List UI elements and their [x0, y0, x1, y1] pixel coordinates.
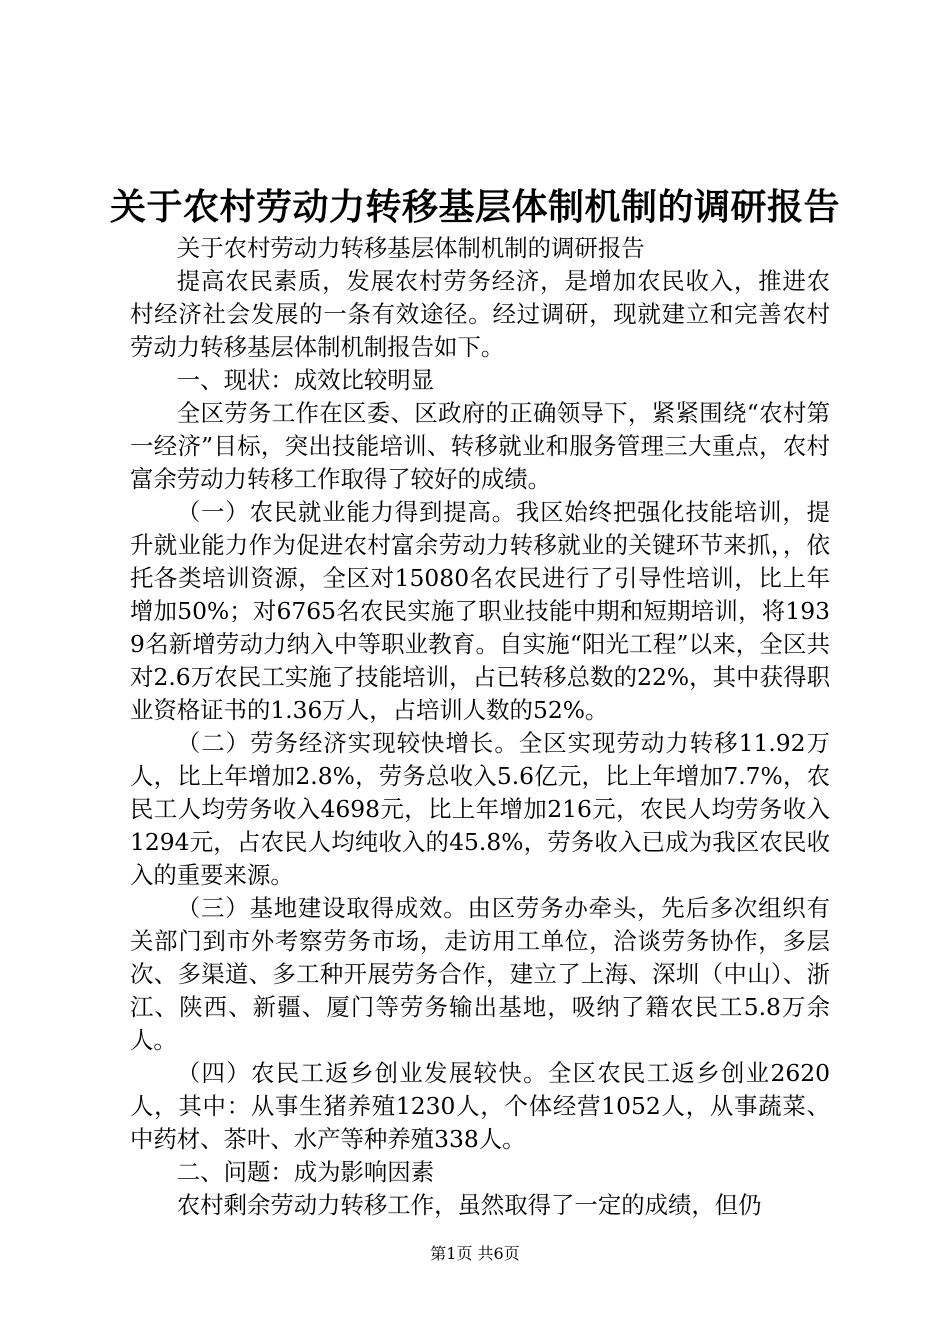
- overview-paragraph: 全区劳务工作在区委、区政府的正确领导下，紧紧围绕“农村第一经济”目标，突出技能培训、转移就业和服务管理三大重点，农村富余劳动力转移工作取得了较好的成绩。: [130, 399, 830, 493]
- section-heading-status: 一、现状：成效比较明显: [176, 366, 435, 394]
- intro-paragraph: 提高农民素质，发展农村劳务经济，是增加农民收入，推进农村经济社会发展的一条有效途径。经过调研，现就建立和完善农村劳动力转移基层体制机制报告如下。: [130, 267, 830, 361]
- item-1-paragraph: （一）农民就业能力得到提高。我区始终把强化技能培训，提升就业能力作为促进农村富余劳动力转移就业的关键环节来抓，，依托各类培训资源，全区对15080名农民进行了引导性培训，比上年增加50%；对6765名农民实施了职业技能中期和短期培训，将1939名新增劳动力纳入中等职业教育。自实施“阳光工程”以来，全区共对2.6万农民工实施了技能培训，占已转移总数的22%，其中获得职业资格证书的1.36万人，占培训人数的52%。: [130, 498, 830, 724]
- item-3-paragraph: （三）基地建设取得成效。由区劳务办牵头，先后多次组织有关部门到市外考察劳务市场，走访用工单位，洽谈劳务协作，多层次、多渠道、多工种开展劳务合作，建立了上海、深圳（中山）、浙江、陕西、新疆、厦门等劳务输出基地，吸纳了籍农民工5.8万余人。: [130, 894, 830, 1054]
- page-number-footer: 第1页 共6页: [430, 1244, 520, 1263]
- problems-paragraph: 农村剩余劳动力转移工作，虽然取得了一定的成绩，但仍: [176, 1191, 762, 1219]
- item-4-paragraph: （四）农民工返乡创业发展较快。全区农民工返乡创业2620人，其中：从事生猪养殖1230人，个体经营1052人，从事蔬菜、中药材、茶叶、水产等种养殖338人。: [130, 1059, 830, 1153]
- document-title: 关于农村劳动力转移基层体制机制的调研报告: [109, 187, 840, 228]
- item-2-paragraph: （二）劳务经济实现较快增长。全区实现劳动力转移11.92万人，比上年增加2.8%，劳务总收入5.6亿元，比上年增加7.7%，农民工人均劳务收入4698元，比上年增加216元，农民人均劳务收入1294元，占农民人均纯收入的45.8%，劳务收入已成为我区农民收入的重要来源。: [130, 729, 830, 889]
- document-body: [130, 232, 830, 1222]
- subtitle-paragraph: 关于农村劳动力转移基层体制机制的调研报告: [176, 234, 645, 262]
- section-heading-problems: 二、问题：成为影响因素: [176, 1158, 435, 1186]
